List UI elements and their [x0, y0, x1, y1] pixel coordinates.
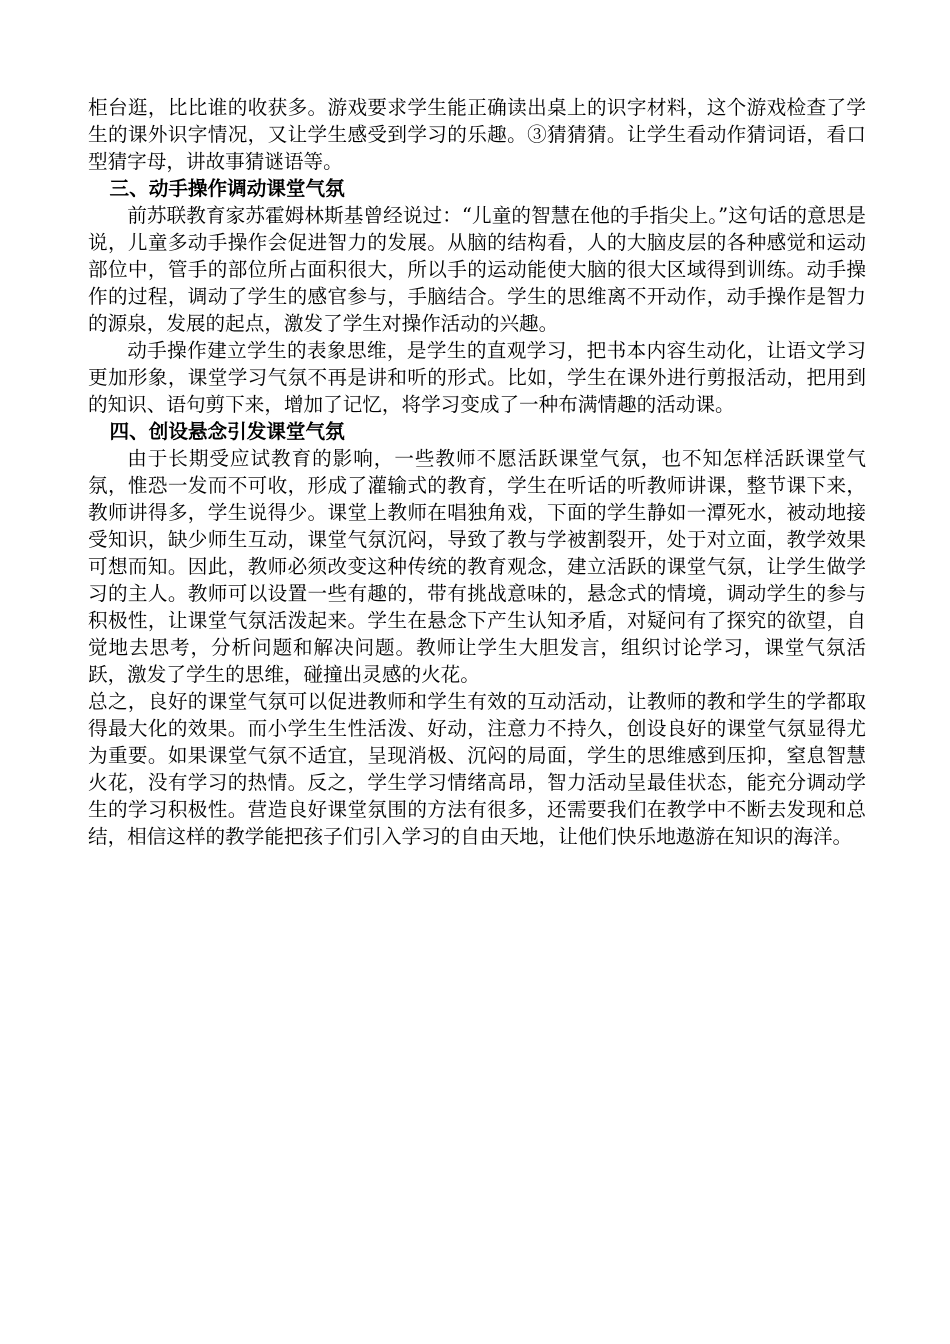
paragraph-intro: 柜台逛，比比谁的收获多。游戏要求学生能正确读出桌上的识字材料，这个游戏检查了学生的课外识字情况，又让学生感受到学习的乐趣。③猜猜猜。让学生看动作猜词语，看口型猜字母，讲故事猜谜语等。	[88, 96, 866, 173]
document-page	[88, 94, 866, 850]
paragraph-conclusion: 总之，良好的课堂气氛可以促进教师和学生有效的互动活动，让教师的教和学生的学都取得最大化的效果。而小学生生性活泼、好动，注意力不持久，创设良好的课堂气氛显得尤为重要。如果课堂气氛不适宜，呈现消极、沉闷的局面，学生的思维感到压抑，窒息智慧火花，没有学习的热情。反之，学生学习情绪高昂，智力活动呈最佳状态，能充分调动学生的学习积极性。营造良好课堂氛围的方法有很多，还需要我们在教学中不断去发现和总结，相信这样的教学能把孩子们引入学习的自由天地，让他们快乐地遨游在知识的海洋。	[88, 690, 866, 848]
section-heading-4: 四、创设悬念引发课堂气氛	[109, 420, 345, 443]
paragraph-3a: 前苏联教育家苏霍姆林斯基曾经说过：“儿童的智慧在他的手指尖上。”这句话的意思是说，儿童多动手操作会促进智力的发展。从脑的结构看，人的大脑皮层的各种感觉和运动部位中，管手的部位所占面积很大，所以手的运动能使大脑的很大区域得到训练。动手操作的过程，调动了学生的感官参与，手脑结合。学生的思维离不开动作，动手操作是智力的源泉，发展的起点，激发了学生对操作活动的兴趣。	[88, 204, 866, 335]
section-heading-3: 三、动手操作调动课堂气氛	[109, 177, 345, 200]
paragraph-3b: 动手操作建立学生的表象思维，是学生的直观学习，把书本内容生动化，让语文学习更加形象，课堂学习气氛不再是讲和听的形式。比如，学生在课外进行剪报活动，把用到的知识、语句剪下来，增加了记忆，将学习变成了一种布满情趣的活动课。	[88, 339, 866, 416]
paragraph-4a: 由于长期受应试教育的影响，一些教师不愿活跃课堂气氛，也不知怎样活跃课堂气氛，惟恐一发而不可收，形成了灌输式的教育，学生在听话的听教师讲课，整节课下来，教师讲得多，学生说得少。课堂上教师在唱独角戏，下面的学生静如一潭死水，被动地接受知识，缺少师生互动，课堂气氛沉闷，导致了教与学被割裂开，处于对立面，教学效果可想而知。因此，教师必须改变这种传统的教育观念，建立活跃的课堂气氛，让学生做学习的主人。教师可以设置一些有趣的，带有挑战意味的，悬念式的情境，调动学生的参与积极性，让课堂气氛活泼起来。学生在悬念下产生认知矛盾，对疑问有了探究的欲望，自觉地去思考，分析问题和解决问题。教师让学生大胆发言，组织讨论学习，课堂气氛活跃，激发了学生的思维，碰撞出灵感的火花。	[88, 447, 866, 686]
